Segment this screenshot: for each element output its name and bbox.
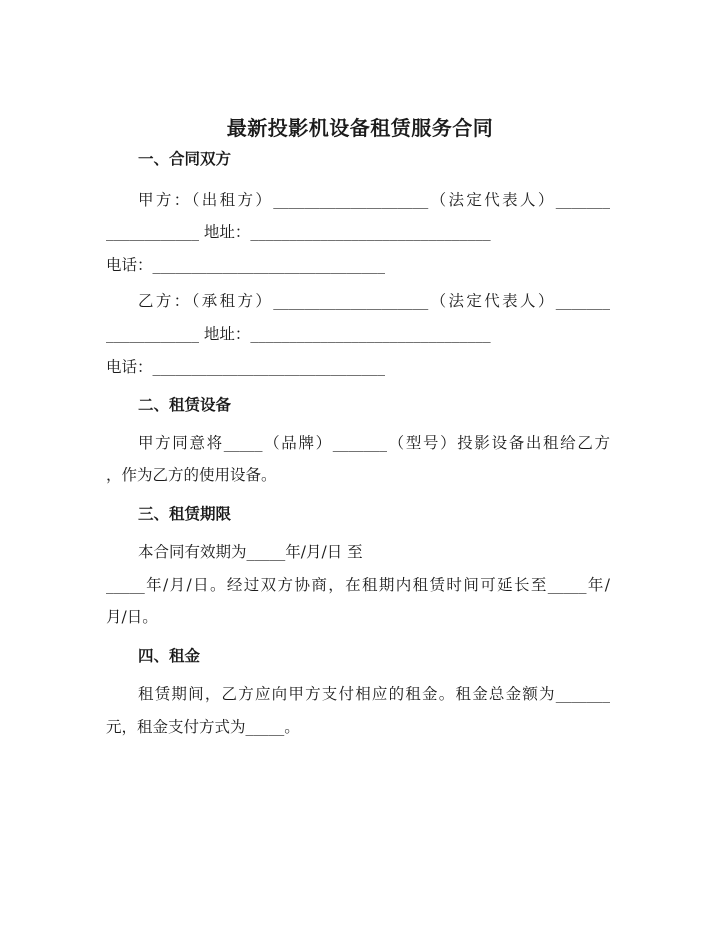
- section-heading-equipment: 二、租赁设备: [138, 395, 232, 414]
- section-heading-rent: 四、租金: [138, 646, 201, 665]
- party-a-phone: 电话：______________________________: [106, 256, 386, 274]
- rent-line-1: 租赁期间，乙方应向甲方支付相应的租金。租金总金额为_______: [138, 685, 610, 703]
- equipment-line-2: ，作为乙方的使用设备。: [106, 466, 277, 484]
- party-b-phone: 电话：______________________________: [106, 358, 386, 376]
- equipment-line-1: 甲方同意将_____（品牌）_______（型号）投影设备出租给乙方: [138, 434, 610, 452]
- term-line-1: 本合同有效期为_____年/月/日 至: [138, 543, 363, 561]
- term-line-3: 月/日。: [106, 608, 158, 626]
- party-a-line-1: 甲方：（出租方）____________________（法定代表人）_______: [138, 191, 610, 209]
- section-heading-parties: 一、合同双方: [138, 149, 232, 168]
- party-b-line-2: ____________ 地址：_______________________________: [106, 325, 491, 343]
- term-line-2: _____年/月/日。经过双方协商，在租期内租赁时间可延长至_____年/: [106, 576, 610, 594]
- document-title: 最新投影机设备租赁服务合同: [226, 116, 494, 140]
- party-b-line-1: 乙方：（承租方）____________________（法定代表人）_______: [138, 292, 610, 310]
- party-a-line-2: ____________ 地址：_______________________________: [106, 223, 491, 241]
- rent-line-2: 元，租金支付方式为_____。: [106, 718, 300, 736]
- section-heading-term: 三、租赁期限: [138, 504, 232, 523]
